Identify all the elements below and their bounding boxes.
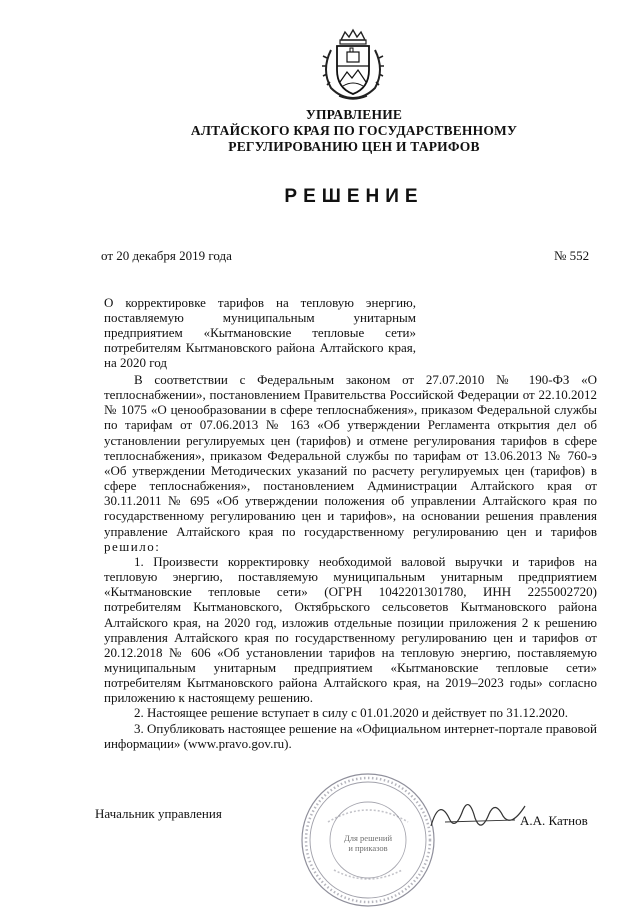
round-seal-stamp-icon <box>298 770 438 910</box>
clause-2: 2. Настоящее решение вступает в силу с 01.01.2020 и действует по 31.12.2020. <box>134 705 569 721</box>
preamble-paragraph: В соответствии с Федеральным законом от 27.07.2010 № 190-ФЗ «О теплоснабжении», постановлением Правительства Российской Федерации от 22.10.2012 № 1075 «О ценообразовании в сфере теплоснабжения», приказом Федеральной службы по тарифам от 07.06.2013 № 163 «Об утверждении Регламента открытия дел об установлении регулируемых цен (тарифов) и отмене регулирования тарифов в сфере теплоснабжения», приказом Федеральной службы по тарифам от 13.06.2013 № 760-э «Об утверждении Методических указаний по расчету регулируемых цен (тарифов) в сфере теплоснабжения», постановлением Администрации Алтайского края от 30.11.2011 № 695 «Об утверждении положения об управлении Алтайского края по государственному регулированию цен и тарифов», на основании решения правления управление Алтайского края по государственному регулированию цен и тарифов решило: <box>104 372 597 554</box>
svg-text:Для решений: Для решений <box>343 833 393 843</box>
issuing-authority <box>150 107 558 155</box>
decided-word: решило <box>104 538 156 554</box>
document-date: от 20 декабря 2019 года <box>101 248 232 263</box>
signer-name: А.А. Катнов <box>520 813 588 828</box>
preamble-text: В соответствии с Федеральным законом от 27.07.2010 № 190-ФЗ «О теплоснабжении», постановлением Правительства Российской Федерации от 22.10.2012 № 1075 «О ценообразовании в сфере теплоснабжения», приказом Федеральной службы по тарифам от 07.06.2013 № 163 «Об утверждении Регламента открытия дел об установлении регулируемых цен (тарифов) и отмене регулирования тарифов в сфере теплоснабжения», приказом Федеральной службы по тарифам от 13.06.2013 № 760-э «Об утверждении Методических указаний по расчету регулируемых цен (тарифов) в сфере теплоснабжения», постановлением Администрации Алтайского края от 30.11.2011 № 695 «Об утверждении положения об управлении Алтайского края по государственному регулированию цен и тарифов», на основании решения правления управление Алтайского края по государственному регулированию цен и тарифов <box>104 372 597 539</box>
document-number: № 552 <box>554 248 590 263</box>
clause-1: 1. Произвести корректировку необходимой валовой выручки и тарифов на тепловую энергию, поставляемую муниципальным унитарным предприятием «Кытмановские тепловые сети» (ОГРН 1042201301780, ИНН 2255002720) потребителям Кытмановского, Октябрьского сельсоветов Кытмановского района Алтайского края, на 2020 год, изложив отдельные позиции приложения 2 к решению управления Алтайского края по государственному регулированию цен и тарифов от 20.12.2018 № 606 «Об установлении тарифов на тепловую энергию, поставляемую муниципальным унитарным предприятием «Кытмановские тепловые сети» потребителям Кытмановского района Алтайского края, на 2019–2023 годы» согласно приложению к настоящему решению. <box>104 553 597 706</box>
altai-krai-coat-of-arms-icon <box>317 28 389 102</box>
svg-text:и приказов: и приказов <box>348 843 388 853</box>
clause-3: 3. Опубликовать настоящее решение на «Официальном интернет-портале правовой информации» (www.pravo.gov.ru). <box>104 720 597 751</box>
document-type-title: РЕШЕНИЕ <box>284 186 424 207</box>
authority-line-1: УПРАВЛЕНИЕ <box>305 107 403 122</box>
handwritten-signature-icon <box>425 788 535 838</box>
document-subject: О корректировке тарифов на тепловую энергию, поставляемую муниципальным унитарным предприятием «Кытмановские тепловые сети» потребителям Кытмановского района Алтайского края, на 2020 год <box>104 295 416 370</box>
authority-line-3: РЕГУЛИРОВАНИЮ ЦЕН И ТАРИФОВ <box>228 139 480 154</box>
signer-position: Начальник управления <box>95 806 222 821</box>
document-body <box>104 372 597 751</box>
authority-line-2: АЛТАЙСКОГО КРАЯ ПО ГОСУДАРСТВЕННОМУ <box>190 123 518 138</box>
